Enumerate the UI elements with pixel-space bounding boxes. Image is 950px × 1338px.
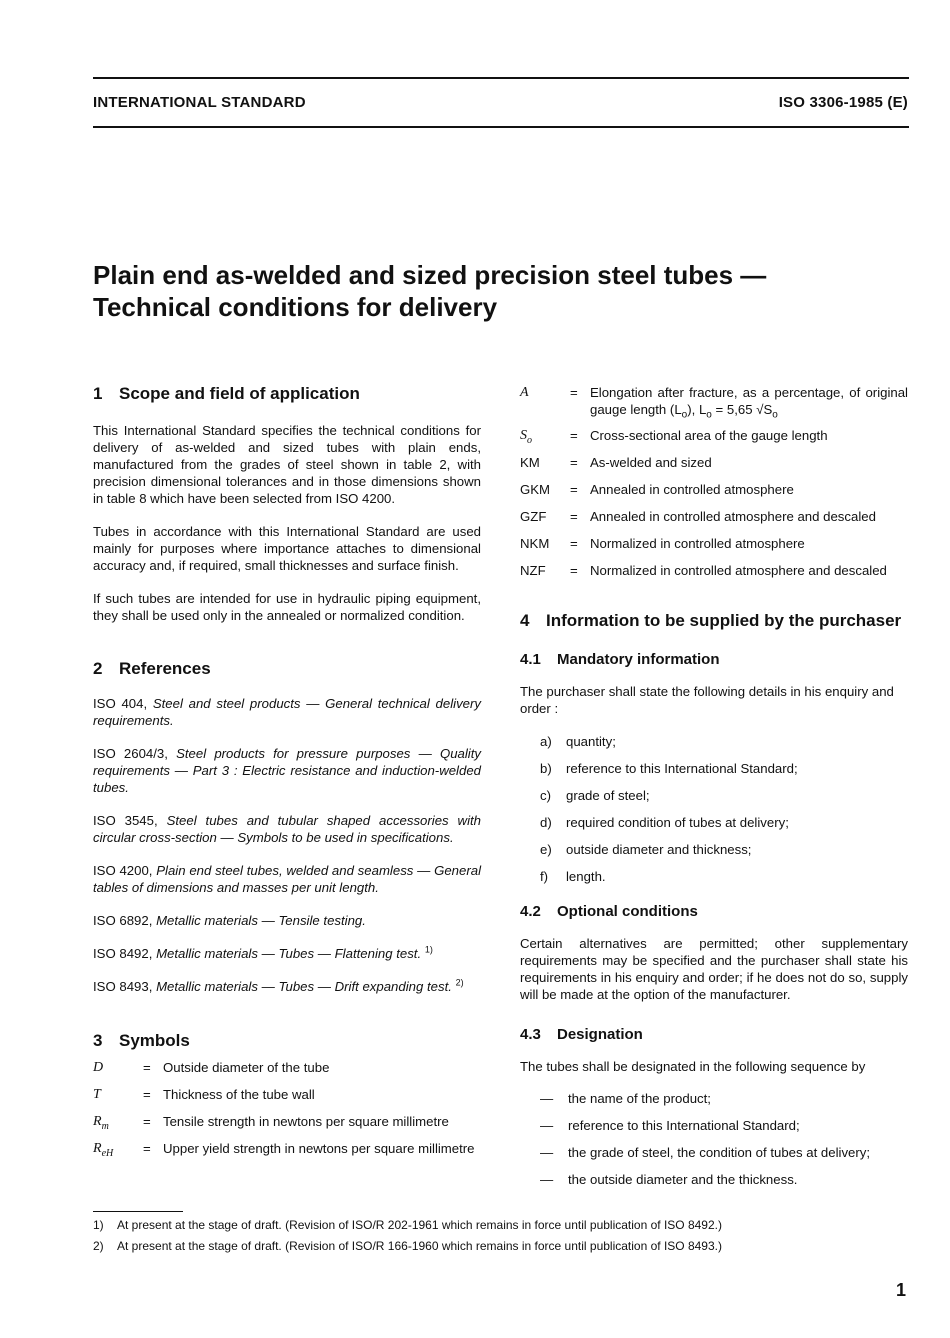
symbol-definition: Thickness of the tube wall <box>163 1087 315 1102</box>
header-rule <box>93 126 909 128</box>
condition-code-row: NZF = Normalized in controlled atmosphere and descaled <box>520 562 908 579</box>
header-document-number: ISO 3306-1985 (E) <box>778 94 908 111</box>
footnote-rule <box>93 1211 183 1212</box>
section-4-3-heading: 4.3 Designation <box>520 1026 643 1043</box>
section-4-2-heading: 4.2 Optional conditions <box>520 903 698 920</box>
title-line-2: Technical conditions for delivery <box>93 292 498 322</box>
condition-code: GKM <box>520 482 551 497</box>
section-3-heading: 3 Symbols <box>93 1031 190 1050</box>
list-item: c) grade of steel; <box>540 788 650 803</box>
page-number: 1 <box>895 1280 906 1300</box>
footnote-marker-1: 1) <box>424 944 433 955</box>
list-item: e) outside diameter and thickness; <box>540 842 752 857</box>
condition-code-row: GZF = Annealed in controlled atmosphere and descaled <box>520 508 908 525</box>
section-4-1-heading: 4.1 Mandatory information <box>520 651 720 668</box>
condition-code-row: NKM = Normalized in controlled atmosphere <box>520 535 908 552</box>
scope-paragraph-1: This International Standard specifies the technical conditions for delivery of as-welded and sized tubes with plain ends, manufactured from the grades of steel shown in table 2, with precision dimensional tolerances and in those dimensions shown in table 8 which have been selected from ISO 4200. <box>93 423 481 506</box>
list-item: a) quantity; <box>540 734 616 749</box>
condition-code-row: GKM = Annealed in controlled atmosphere <box>520 481 908 498</box>
symbol-row: D = Outside diameter of the tube <box>93 1059 481 1076</box>
condition-code: KM <box>520 455 540 470</box>
condition-definition: Normalized in controlled atmosphere <box>590 536 805 551</box>
list-item: — the outside diameter and the thickness. <box>540 1172 798 1187</box>
section-1-heading: 1 Scope and field of application <box>93 384 360 403</box>
mandatory-intro: The purchaser shall state the following details in his enquiry and order : <box>520 684 894 716</box>
symbol-definition: Upper yield strength in newtons per square millimetre <box>163 1141 475 1156</box>
footnote-marker-2: 2) <box>455 977 464 988</box>
condition-code: NZF <box>520 563 546 578</box>
right-column <box>520 384 908 1188</box>
title-line-1: Plain end as-welded and sized precision steel tubes — <box>93 260 767 290</box>
reference-item: ISO 8492, Metallic materials — Tubes — Flattening test. $^{1)}$ <box>93 944 433 961</box>
symbol-row: $R_{eH}$ = Upper yield strength in newtons per square millimetre <box>93 1140 481 1157</box>
symbol: A <box>520 385 529 400</box>
symbol-definition: Elongation after fracture, as a percentage, of original gauge length $(L_o)$, $L_o = 5,65$ $√S_o$ <box>590 385 908 421</box>
symbol-definition: Tensile strength in newtons per square millimetre <box>163 1114 449 1129</box>
scope-paragraph-3: If such tubes are intended for use in hydraulic piping equipment, they shall be used only in the annealed or normalized condition. <box>93 591 481 623</box>
condition-definition: Normalized in controlled atmosphere and descaled <box>590 563 887 578</box>
symbol: $R_{eH}$ <box>93 1141 114 1159</box>
condition-definition: Annealed in controlled atmosphere <box>590 482 794 497</box>
scope-paragraph-2: Tubes in accordance with this International Standard are used mainly for purposes where importance attaches to dimensional accuracy and, if required, small thicknesses and surface finish. <box>93 524 481 573</box>
symbol: $R_m$ <box>93 1114 109 1132</box>
header-standard-label: INTERNATIONAL STANDARD <box>93 94 306 111</box>
symbol-row: T = Thickness of the tube wall <box>93 1086 481 1103</box>
top-rule <box>93 77 909 79</box>
optional-conditions-text: Certain alternatives are permitted; other supplementary requirements may be specified and the purchaser shall state his requirements in his enquiry and order; if he does not do so, supply will be made at the option of the manufacturer. <box>520 936 908 1002</box>
symbol: T <box>93 1087 101 1102</box>
section-2-heading: 2 References <box>93 659 211 678</box>
symbol-definition: Cross-sectional area of the gauge length <box>590 428 828 443</box>
condition-definition: As-welded and sized <box>590 455 712 470</box>
condition-code: GZF <box>520 509 547 524</box>
symbol-row: $S_o$ = Cross-sectional area of the gauge length <box>520 427 908 444</box>
section-4-heading: 4 Information to be supplied by the purchaser <box>520 611 902 630</box>
designation-intro: The tubes shall be designated in the following sequence by <box>520 1059 866 1074</box>
footnote: 1) At present at the stage of draft. (Revision of ISO/R 202-1961 which remains in force until publication of ISO 8492.) <box>93 1218 722 1232</box>
symbol-definition: Outside diameter of the tube <box>163 1060 330 1075</box>
list-item: b) reference to this International Standard; <box>540 761 798 776</box>
list-item: d) required condition of tubes at delivery; <box>540 815 789 830</box>
condition-code-row: KM = As-welded and sized <box>520 454 908 471</box>
list-item: — reference to this International Standard; <box>540 1118 800 1133</box>
reference-item: ISO 2604/3, Steel products for pressure purposes — Quality requirements — Part 3 : Electric resistance and induction-welded tubes. <box>93 746 481 795</box>
reference-item: ISO 8493, Metallic materials — Tubes — Drift expanding test. $^{2)}$ <box>93 977 464 994</box>
condition-code: NKM <box>520 536 550 551</box>
reference-item: ISO 4200, Plain end steel tubes, welded and seamless — General tables of dimensions and masses per unit length. <box>93 863 482 895</box>
list-item: f) length. <box>540 869 606 884</box>
list-item: — the name of the product; <box>540 1091 711 1106</box>
reference-list <box>93 695 481 995</box>
reference-item: ISO 404, Steel and steel products — General technical delivery requirements. <box>93 696 481 728</box>
symbol-row: $R_m$ = Tensile strength in newtons per square millimetre <box>93 1113 481 1130</box>
condition-definition: Annealed in controlled atmosphere and descaled <box>590 509 876 524</box>
reference-item: ISO 3545, Steel tubes and tubular shaped accessories with circular cross-section — Symbols to be used in specifications. <box>93 813 481 845</box>
symbol-row: A = Elongation after fracture, as a percentage, of original gauge length $(L_o)$, $L_o = 5,65$ $√S_o$ <box>520 385 908 421</box>
symbol: $S_o$ <box>520 428 532 446</box>
footnote: 2) At present at the stage of draft. (Revision of ISO/R 166-1960 which remains in force until publication of ISO 8493.) <box>93 1239 722 1253</box>
footnotes <box>93 1211 913 1257</box>
reference-item: ISO 6892, Metallic materials — Tensile testing. <box>93 913 366 928</box>
left-column <box>93 384 481 1157</box>
list-item: — the grade of steel, the condition of tubes at delivery; <box>540 1145 871 1160</box>
document-title <box>93 259 913 323</box>
symbol: D <box>93 1060 104 1075</box>
